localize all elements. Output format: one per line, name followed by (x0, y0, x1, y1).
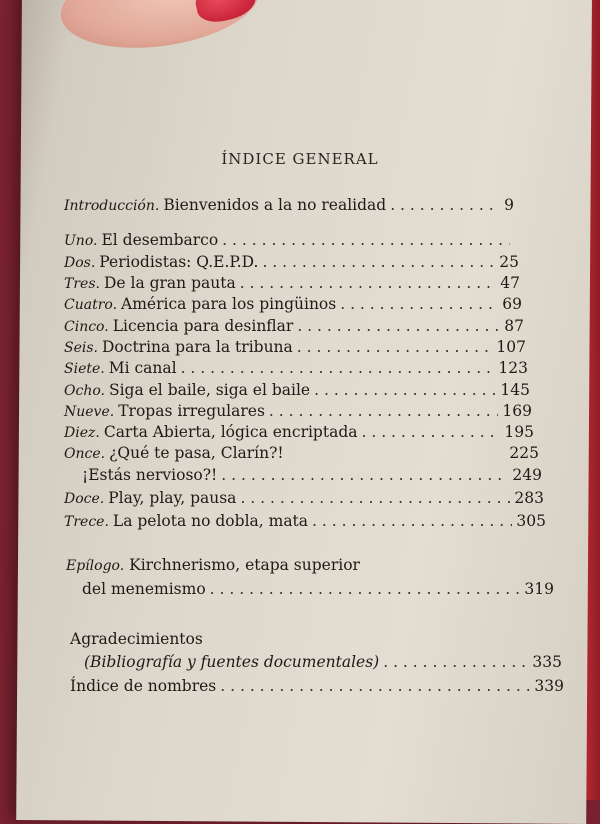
toc-entry-diez (64, 423, 534, 442)
toc-entry-uno (64, 231, 514, 250)
toc-entry-epilogo (82, 580, 554, 598)
leader-dots (390, 196, 500, 214)
toc-label: Diez. (64, 425, 100, 441)
toc-page: 339 (534, 677, 564, 695)
toc-page: 335 (532, 653, 562, 671)
leader-dots (221, 466, 508, 484)
toc-page: 69 (502, 295, 522, 313)
toc-label: Seis. (64, 340, 98, 356)
toc-label: Epílogo. (66, 558, 125, 574)
toc-label: Nueve. (64, 404, 115, 420)
toc-entry-indice (70, 677, 564, 695)
toc-title: Periodistas: Q.E.P.D. (99, 253, 259, 271)
leader-dots (362, 423, 501, 441)
toc-label: Trece. (64, 514, 109, 530)
toc-title: del menemismo (82, 580, 206, 598)
toc-page: 25 (499, 253, 519, 271)
toc-entry-cuatro (64, 295, 522, 314)
toc-label: Doce. (64, 491, 105, 507)
leader-dots (312, 512, 512, 530)
toc-page: 9 (504, 196, 514, 214)
toc-entry-once (64, 444, 539, 463)
leader-dots (340, 295, 498, 313)
toc-entry-agradecimientos (84, 653, 562, 671)
toc-title: (Bibliografía y fuentes documentales) (84, 653, 380, 671)
toc-title: Índice de nombres (70, 677, 217, 695)
leader-dots (220, 677, 530, 695)
leader-dots (222, 231, 510, 249)
toc-entry-doce (64, 489, 544, 508)
toc-title: América para los pingüinos (121, 295, 337, 313)
toc-title: Tropas irregulares (118, 402, 265, 420)
toc-label: Dos. (64, 255, 96, 271)
toc-page: 305 (516, 512, 546, 530)
leader-dots (383, 653, 528, 671)
toc-title: El desembarco (101, 231, 219, 249)
toc-label: Once. (64, 446, 106, 462)
page-title: ÍNDICE GENERAL (221, 150, 379, 168)
toc-page: 225 (509, 444, 539, 462)
leader-dots (240, 274, 497, 292)
toc-entry-cinco (64, 317, 524, 336)
toc-title: De la gran pauta (103, 274, 236, 292)
toc-agradecimientos-line1: Agradecimientos (70, 630, 203, 648)
leader-dots (240, 489, 510, 507)
toc-entry-seis (64, 338, 526, 357)
toc-title: ¡Estás nervioso?! (82, 466, 218, 484)
toc-page: 123 (498, 359, 528, 377)
toc-label: Ocho. (64, 383, 105, 399)
toc-page: 145 (500, 381, 530, 399)
toc-title: Kirchnerismo, etapa superior (129, 556, 360, 574)
leader-dots (297, 338, 493, 356)
toc-entry-siete (64, 359, 528, 378)
toc-page: 195 (504, 423, 534, 441)
leader-dots (181, 359, 495, 377)
toc-title: Play, play, pausa (108, 489, 237, 507)
toc-page: 87 (504, 317, 524, 335)
toc-page: 47 (500, 274, 520, 292)
toc-entry-ocho (64, 381, 530, 400)
toc-title: ¿Qué te pasa, Clarín?! (109, 444, 284, 462)
toc-page: 283 (514, 489, 544, 507)
toc-title: Doctrina para la tribuna (102, 338, 293, 356)
toc-page: 107 (496, 338, 526, 356)
toc-entry-trece (64, 512, 546, 531)
toc-page: 169 (502, 402, 532, 420)
toc-label: Uno. (64, 233, 98, 249)
leader-dots (297, 317, 500, 335)
toc-title: Carta Abierta, lógica encriptada (103, 423, 358, 441)
toc-label: Tres. (64, 276, 100, 292)
leader-dots (262, 253, 495, 271)
toc-label: Cuatro. (64, 297, 118, 313)
leader-dots (314, 381, 496, 399)
toc-entry-introduccion (64, 196, 514, 215)
leader-dots (269, 402, 498, 420)
toc-title: Mi canal (108, 359, 177, 377)
toc-entry-tres (64, 274, 520, 293)
toc-page: 319 (524, 580, 554, 598)
toc-title: La pelota no dobla, mata (112, 512, 309, 530)
toc-label: Introducción. (64, 198, 160, 214)
toc-label: Cinco. (64, 319, 109, 335)
toc-epilogo-line1 (66, 556, 360, 575)
leader-dots (210, 580, 521, 598)
toc-title: Bienvenidos a la no realidad (163, 196, 387, 214)
toc-entry-dos (64, 253, 519, 272)
toc-title: Siga el baile, siga el baile (108, 381, 311, 399)
toc-entry-once-cont (82, 466, 542, 484)
toc-label: Siete. (64, 361, 105, 377)
toc-title: Licencia para desinflar (112, 317, 294, 335)
toc-entry-nueve (64, 402, 532, 421)
toc-page: 249 (512, 466, 542, 484)
